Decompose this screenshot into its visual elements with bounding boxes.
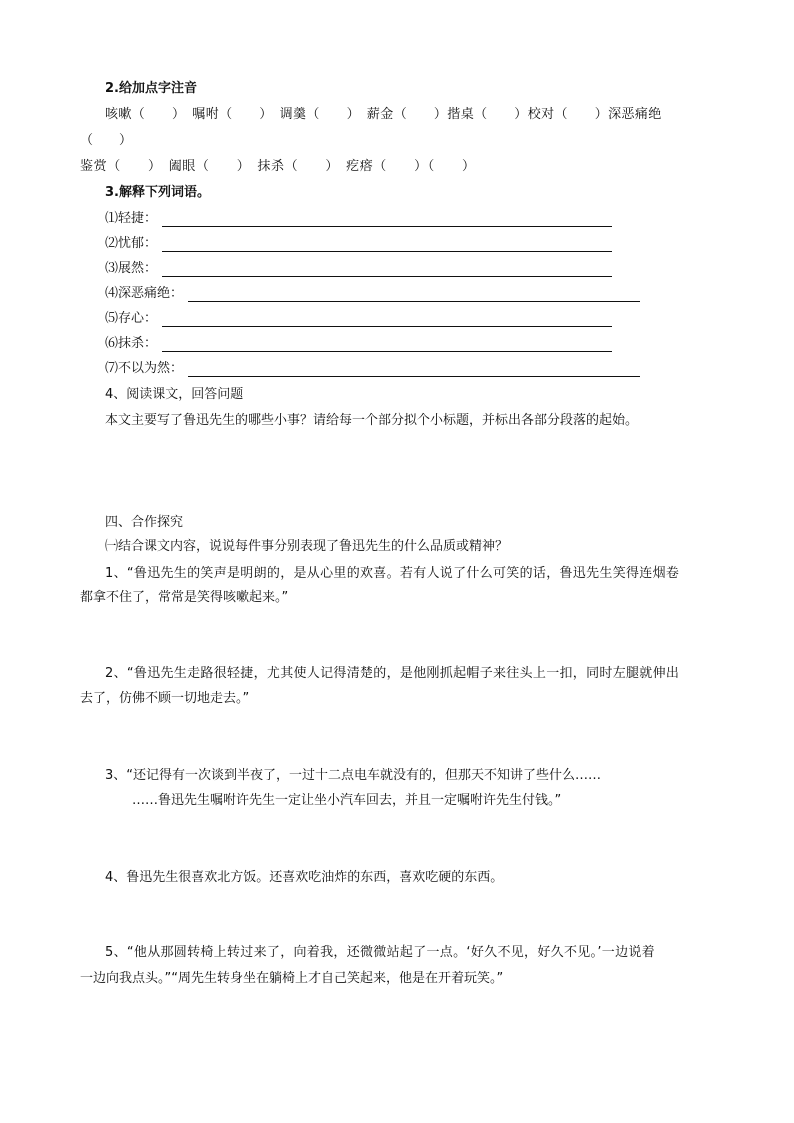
q2-pinyin-row-2: 鉴赏（ ） 阖眼（ ） 抹杀（ ） 疙瘩（ ）（ ）: [80, 159, 476, 174]
item-line-1: “他从那圆转椅上转过来了，向着我，还微微站起了一点。‘好久不见，好久不见。’一边说着: [126, 945, 655, 960]
q4-body: 本文主要写了鲁迅先生的哪些小事？请给每一个部分拟个小标题，并标出各部分段落的起始。: [105, 413, 639, 428]
term-label: ⑵忧郁：: [105, 236, 158, 251]
item-line-2: 一边向我点头。”“周先生转身坐在躺椅上才自己笑起来，他是在开着玩笑。”: [80, 971, 504, 986]
term-label: ⑺不以为然：: [105, 361, 184, 376]
q2-title: 2.给加点字注音: [105, 81, 197, 96]
answer-blank[interactable]: [162, 276, 612, 277]
item-line-2: 都拿不住了，常常是笑得咳嗽起来。”: [80, 590, 289, 605]
answer-blank[interactable]: [162, 351, 612, 352]
item-number: 3、: [105, 768, 127, 783]
quote-item-3: [105, 767, 601, 785]
item-line-2: ……鲁迅先生嘱咐许先生一定让坐小汽车回去，并且一定嘱咐许先生付钱。”: [132, 793, 562, 808]
item-number: 5、: [105, 945, 127, 960]
q3-title: 3.解释下列词语。: [105, 185, 210, 200]
quote-item-2: [105, 665, 679, 683]
quote-item-4: [105, 869, 503, 887]
answer-blank[interactable]: [162, 226, 612, 227]
term-label: ⑶展然：: [105, 261, 158, 276]
item-line-1: 鲁迅先生很喜欢北方饭。还喜欢吃油炸的东西，喜欢吃硬的东西。: [126, 870, 504, 885]
q2-pinyin-row-1: 咳嗽（ ） 嘱咐（ ） 调羹（ ） 薪金（ ）揩桌（ ）校对（ ）深恶痛绝: [105, 107, 662, 122]
answer-blank[interactable]: [188, 301, 640, 302]
term-label: ⑹抹杀：: [105, 336, 158, 351]
answer-blank[interactable]: [188, 376, 640, 377]
term-label: ⑸存心：: [105, 311, 158, 326]
item-number: 2、: [105, 666, 127, 681]
item-line-1: “鲁迅先生走路很轻捷，尤其使人记得清楚的，是他刚抓起帽子来往头上一扣，同时左腿就伸出: [126, 666, 680, 681]
answer-blank[interactable]: [162, 326, 612, 327]
answer-blank[interactable]: [162, 251, 612, 252]
q2-pinyin-row-1-wrap: （ ）: [80, 133, 133, 148]
section4-title: 四、合作探究: [105, 515, 184, 530]
item-line-1: “鲁迅先生的笑声是明朗的，是从心里的欢喜。若有人说了什么可笑的话，鲁迅先生笑得连烟卷: [126, 566, 680, 581]
term-label: ⑷深恶痛绝：: [105, 286, 184, 301]
item-line-2: 去了，仿佛不顾一切地走去。”: [80, 691, 250, 706]
item-number: 4、: [105, 870, 127, 885]
quote-item-1: [105, 565, 679, 583]
term-label: ⑴轻捷：: [105, 211, 158, 226]
section4-intro: ㈠结合课文内容，说说每件事分别表现了鲁迅先生的什么品质或精神？: [105, 539, 509, 554]
item-number: 1、: [105, 566, 127, 581]
item-line-1: “还记得有一次谈到半夜了，一过十二点电车就没有的，但那天不知讲了些什么……: [126, 768, 602, 783]
quote-item-5: [105, 944, 655, 962]
q4-title: 4、阅读课文，回答问题: [105, 387, 244, 402]
